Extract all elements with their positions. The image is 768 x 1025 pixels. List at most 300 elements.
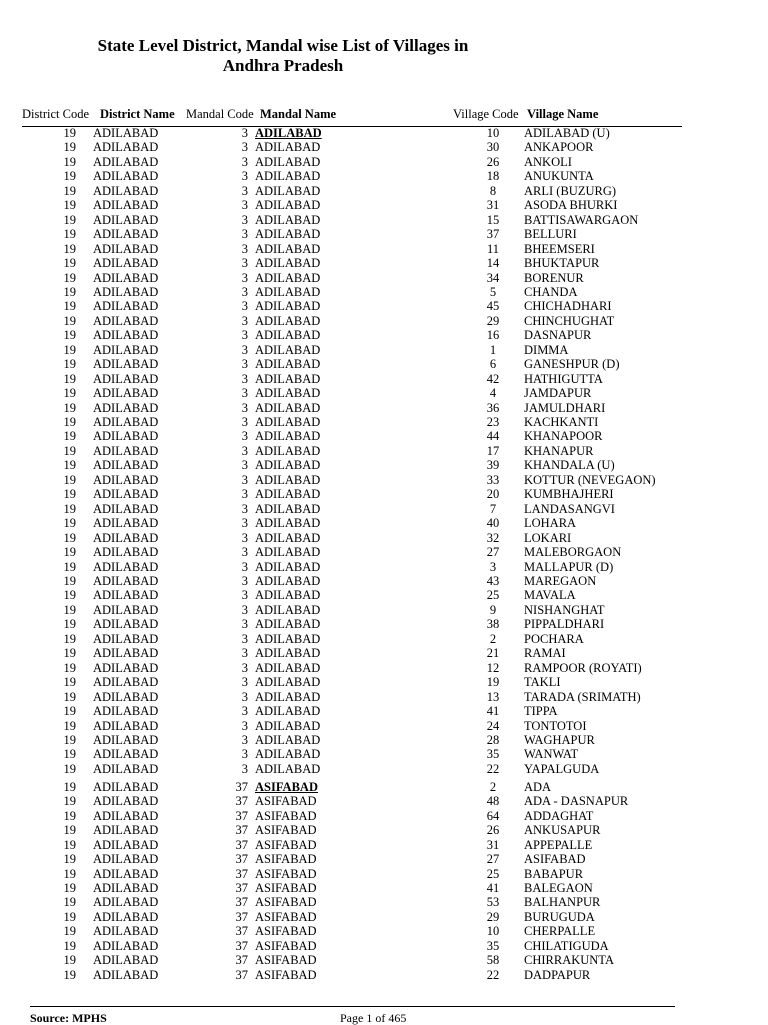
district-name-cell: ADILABAD <box>93 241 159 256</box>
mandal-name-cell: ADILABAD <box>255 602 321 617</box>
mandal-name-cell: ADILABAD <box>255 328 321 343</box>
district-name-cell: ADILABAD <box>93 866 159 881</box>
district-code-cell: 19 <box>63 823 76 838</box>
mandal-name-cell: ADILABAD <box>255 154 321 169</box>
village-name-cell: MALEBORGAON <box>524 545 622 559</box>
district-name-cell: ADILABAD <box>93 631 159 646</box>
mandal-name-cell: ASIFABAD <box>255 924 317 939</box>
mandal-code-cell: 3 <box>241 530 248 545</box>
village-name-cell: HATHIGUTTA <box>524 371 603 386</box>
district-code-cell: 19 <box>63 299 76 314</box>
mandal-code-cell: 37 <box>235 880 248 895</box>
mandal-code-cell: 3 <box>241 357 248 372</box>
mandal-name-cell: ADILABAD <box>255 631 321 646</box>
mandal-code-cell: 3 <box>241 371 248 386</box>
district-name-cell: ADILABAD <box>93 342 159 357</box>
district-code-cell: 19 <box>63 631 76 646</box>
district-code-cell: 19 <box>63 545 76 559</box>
village-code-cell: 7 <box>489 501 497 516</box>
village-name-cell: BABAPUR <box>524 866 584 881</box>
district-name-cell: ADILABAD <box>93 967 159 982</box>
district-name-cell: ADILABAD <box>93 718 159 733</box>
district-code-cell: 19 <box>63 386 76 401</box>
district-code-cell: 19 <box>63 212 76 227</box>
header-district-code: District Code <box>22 107 90 121</box>
mandal-name-cell: ADILABAD <box>255 559 321 574</box>
mandal-code-cell: 3 <box>241 501 248 516</box>
mandal-name-cell: ADILABAD <box>255 675 321 690</box>
village-name-cell: CHICHADHARI <box>524 299 612 314</box>
district-code-cell: 19 <box>63 328 76 343</box>
village-code-cell: 58 <box>486 953 500 968</box>
header-mandal-name: Mandal Name <box>260 107 337 121</box>
mandal-name-cell: ASIFABAD <box>255 779 318 794</box>
mandal-name-cell: ADILABAD <box>255 646 321 661</box>
village-code-cell: 14 <box>486 256 500 270</box>
village-name-cell: DADPAPUR <box>524 967 591 982</box>
mandal-code-cell: 3 <box>241 140 248 155</box>
mandal-code-cell: 3 <box>241 602 248 617</box>
mandal-name-cell: ADILABAD <box>255 415 321 429</box>
district-name-cell: ADILABAD <box>93 761 159 776</box>
district-code-cell: 19 <box>63 313 76 328</box>
village-code-cell: 35 <box>486 938 500 953</box>
mandal-code-cell: 37 <box>235 852 248 866</box>
district-name-cell: ADILABAD <box>93 198 159 213</box>
village-name-cell: BORENUR <box>524 270 584 285</box>
district-name-cell: ADILABAD <box>93 617 159 632</box>
village-code-cell: 24 <box>486 718 500 733</box>
district-code-cell: 19 <box>63 837 76 852</box>
mandal-name-cell: ADILABAD <box>255 126 322 140</box>
village-code-cell: 22 <box>486 761 500 776</box>
mandal-code-cell: 37 <box>235 967 248 982</box>
mandal-name-cell: ASIFABAD <box>255 967 317 982</box>
district-code-cell: 19 <box>63 241 76 256</box>
title-line-2: Andhra Pradesh <box>222 56 344 75</box>
village-code-cell: 29 <box>486 313 500 328</box>
village-code-cell: 22 <box>486 967 500 982</box>
village-name-cell: CHINCHUGHAT <box>524 313 615 328</box>
district-name-cell: ADILABAD <box>93 660 159 675</box>
village-code-cell: 41 <box>486 880 500 895</box>
village-name-cell: LOHARA <box>524 516 577 531</box>
mandal-code-cell: 3 <box>241 732 248 747</box>
village-code-cell: 42 <box>486 371 500 386</box>
mandal-name-cell: ADILABAD <box>255 545 321 559</box>
district-name-cell: ADILABAD <box>93 227 159 242</box>
village-code-cell: 31 <box>486 837 500 852</box>
district-name-cell: ADILABAD <box>93 400 159 415</box>
mandal-name-cell: ADILABAD <box>255 747 321 762</box>
village-name-cell: WANWAT <box>524 747 579 762</box>
district-name-cell: ADILABAD <box>93 487 159 502</box>
district-code-cell: 19 <box>63 342 76 357</box>
district-name-cell: ADILABAD <box>93 779 159 794</box>
village-code-cell: 23 <box>486 415 500 429</box>
village-name-cell: BELLURI <box>524 227 577 242</box>
mandal-name-cell: ASIFABAD <box>255 794 317 809</box>
district-code-cell: 19 <box>63 169 76 184</box>
district-name-cell: ADILABAD <box>93 895 159 910</box>
district-name-cell: ADILABAD <box>93 140 159 155</box>
village-code-cell: 27 <box>486 852 500 866</box>
mandal-code-cell: 3 <box>241 183 248 198</box>
district-code-cell: 19 <box>63 270 76 285</box>
district-name-cell: ADILABAD <box>93 909 159 924</box>
mandal-code-cell: 3 <box>241 400 248 415</box>
village-name-cell: BURUGUDA <box>524 909 595 924</box>
village-code-cell: 19 <box>486 675 500 690</box>
mandal-name-cell: ADILABAD <box>255 458 321 473</box>
mandal-name-cell: ASIFABAD <box>255 909 317 924</box>
district-name-cell: ADILABAD <box>93 299 159 314</box>
village-code-cell: 30 <box>486 140 500 155</box>
mandal-name-cell: ADILABAD <box>255 501 321 516</box>
district-name-cell: ADILABAD <box>93 880 159 895</box>
village-code-cell: 38 <box>486 617 500 632</box>
village-name-cell: ASODA BHURKI <box>524 198 618 213</box>
village-code-cell: 48 <box>486 794 500 809</box>
village-name-cell: JAMULDHARI <box>524 400 606 415</box>
district-code-cell: 19 <box>63 516 76 531</box>
village-name-cell: TONTOTOI <box>524 718 587 733</box>
header-district-name: District Name <box>100 107 175 121</box>
mandal-code-cell: 37 <box>235 953 248 968</box>
district-code-cell: 19 <box>63 880 76 895</box>
district-code-cell: 19 <box>63 487 76 502</box>
mandal-code-cell: 3 <box>241 660 248 675</box>
village-code-cell: 33 <box>486 472 500 487</box>
district-name-cell: ADILABAD <box>93 386 159 401</box>
village-name-cell: LOKARI <box>524 530 572 545</box>
district-code-cell: 19 <box>63 761 76 776</box>
district-code-cell: 19 <box>63 256 76 270</box>
mandal-code-cell: 3 <box>241 761 248 776</box>
mandal-code-cell: 3 <box>241 270 248 285</box>
district-code-cell: 19 <box>63 794 76 809</box>
mandal-name-cell: ADILABAD <box>255 183 321 198</box>
village-code-cell: 9 <box>489 602 497 617</box>
village-name-cell: CHIRRAKUNTA <box>524 953 614 968</box>
mandal-name-cell: ASIFABAD <box>255 823 317 838</box>
mandal-code-cell: 3 <box>241 169 248 184</box>
village-name-cell: DASNAPUR <box>524 328 592 343</box>
mandal-name-cell: ADILABAD <box>255 212 321 227</box>
village-name-cell: CHANDA <box>524 284 578 299</box>
village-code-cell: 11 <box>486 241 500 256</box>
district-code-cell: 19 <box>63 689 76 704</box>
village-name-cell: APPEPALLE <box>524 837 593 852</box>
village-name-cell: ASIFABAD <box>524 852 586 866</box>
mandal-code-cell: 37 <box>235 924 248 939</box>
mandal-name-cell: ASIFABAD <box>255 895 317 910</box>
mandal-name-cell: ADILABAD <box>255 761 321 776</box>
page-of: of <box>375 1011 386 1025</box>
village-name-cell: MAVALA <box>524 588 576 603</box>
mandal-name-cell: ADILABAD <box>255 386 321 401</box>
village-code-cell: 26 <box>486 823 500 838</box>
village-name-cell: JAMDAPUR <box>524 386 592 401</box>
district-name-cell: ADILABAD <box>93 284 159 299</box>
district-name-cell: ADILABAD <box>93 704 159 718</box>
mandal-name-cell: ADILABAD <box>255 588 321 603</box>
village-code-cell: 43 <box>486 573 500 588</box>
district-name-cell: ADILABAD <box>93 270 159 285</box>
village-name-cell: BATTISAWARGAON <box>524 212 639 227</box>
district-name-cell: ADILABAD <box>93 732 159 747</box>
district-name-cell: ADILABAD <box>93 357 159 372</box>
village-code-cell: 1 <box>489 342 497 357</box>
district-code-cell: 19 <box>63 400 76 415</box>
district-code-cell: 19 <box>63 808 76 823</box>
village-name-cell: ADILABAD (U) <box>524 126 610 140</box>
village-code-cell: 36 <box>486 400 500 415</box>
village-code-cell: 10 <box>486 924 500 939</box>
village-code-cell: 25 <box>486 866 500 881</box>
district-code-cell: 19 <box>63 443 76 458</box>
village-code-cell: 28 <box>486 732 500 747</box>
village-code-cell: 39 <box>486 458 500 473</box>
village-name-cell: BALEGAON <box>524 880 593 895</box>
mandal-code-cell: 3 <box>241 227 248 242</box>
mandal-name-cell: ADILABAD <box>255 573 321 588</box>
mandal-code-cell: 3 <box>241 386 248 401</box>
district-name-cell: ADILABAD <box>93 808 159 823</box>
district-code-cell: 19 <box>63 660 76 675</box>
village-name-cell: MAREGAON <box>524 573 597 588</box>
village-code-cell: 26 <box>486 154 500 169</box>
village-code-cell: 27 <box>486 545 500 559</box>
mandal-name-cell: ADILABAD <box>255 227 321 242</box>
village-code-cell: 29 <box>486 909 500 924</box>
mandal-code-cell: 3 <box>241 559 248 574</box>
village-name-cell: KHANAPOOR <box>524 429 603 444</box>
district-name-cell: ADILABAD <box>93 852 159 866</box>
mandal-code-cell: 3 <box>241 689 248 704</box>
village-code-cell: 32 <box>486 530 500 545</box>
district-name-cell: ADILABAD <box>93 646 159 661</box>
mandal-name-cell: ADILABAD <box>255 342 321 357</box>
district-name-cell: ADILABAD <box>93 938 159 953</box>
district-code-cell: 19 <box>63 675 76 690</box>
district-name-cell: ADILABAD <box>93 256 159 270</box>
district-name-cell: ADILABAD <box>93 472 159 487</box>
village-name-cell: ARLI (BUZURG) <box>524 183 617 198</box>
village-code-cell: 18 <box>486 169 500 184</box>
mandal-code-cell: 3 <box>241 313 248 328</box>
district-code-cell: 19 <box>63 429 76 444</box>
mandal-name-cell: ADILABAD <box>255 299 321 314</box>
district-code-cell: 19 <box>63 458 76 473</box>
village-name-cell: ANKUSAPUR <box>524 823 601 838</box>
village-code-cell: 53 <box>486 895 500 910</box>
mandal-code-cell: 3 <box>241 747 248 762</box>
village-name-cell: BHUKTAPUR <box>524 256 600 270</box>
mandal-code-cell: 3 <box>241 154 248 169</box>
village-name-cell: RAMPOOR (ROYATI) <box>524 660 642 675</box>
mandal-name-cell: ADILABAD <box>255 270 321 285</box>
mandal-name-cell: ADILABAD <box>255 689 321 704</box>
village-code-cell: 20 <box>486 487 500 502</box>
mandal-name-cell: ADILABAD <box>255 516 321 531</box>
mandal-name-cell: ADILABAD <box>255 660 321 675</box>
mandal-name-cell: ADILABAD <box>255 704 321 718</box>
district-name-cell: ADILABAD <box>93 154 159 169</box>
village-name-cell: BALHANPUR <box>524 895 601 910</box>
header-village-name: Village Name <box>527 107 599 121</box>
village-name-cell: NISHANGHAT <box>524 602 605 617</box>
village-name-cell: RAMAI <box>524 646 566 661</box>
mandal-code-cell: 3 <box>241 617 248 632</box>
mandal-code-cell: 3 <box>241 704 248 718</box>
district-code-cell: 19 <box>63 924 76 939</box>
village-name-cell: YAPALGUDA <box>524 761 600 776</box>
district-code-cell: 19 <box>63 938 76 953</box>
district-code-cell: 19 <box>63 126 76 140</box>
village-name-cell: ADA <box>524 779 552 794</box>
district-code-cell: 19 <box>63 866 76 881</box>
village-code-cell: 44 <box>486 429 500 444</box>
village-name-cell: TAKLI <box>524 675 561 690</box>
village-code-cell: 4 <box>489 386 497 401</box>
page-total: 465 <box>388 1011 407 1025</box>
village-code-cell: 40 <box>486 516 500 531</box>
district-code-cell: 19 <box>63 909 76 924</box>
district-code-cell: 19 <box>63 747 76 762</box>
mandal-name-cell: ASIFABAD <box>255 880 317 895</box>
mandal-code-cell: 3 <box>241 212 248 227</box>
district-code-cell: 19 <box>63 967 76 982</box>
district-code-cell: 19 <box>63 227 76 242</box>
village-code-cell: 41 <box>486 704 500 718</box>
mandal-code-cell: 37 <box>235 895 248 910</box>
title-line-1: State Level District, Mandal wise List of Villages in <box>97 36 469 55</box>
mandal-name-cell: ADILABAD <box>255 371 321 386</box>
village-name-cell: KUMBHAJHERI <box>524 487 614 502</box>
district-name-cell: ADILABAD <box>93 794 159 809</box>
district-name-cell: ADILABAD <box>93 371 159 386</box>
village-code-cell: 34 <box>486 270 500 285</box>
district-code-cell: 19 <box>63 183 76 198</box>
village-code-cell: 45 <box>486 299 500 314</box>
mandal-code-cell: 3 <box>241 487 248 502</box>
village-code-cell: 8 <box>489 183 497 198</box>
mandal-name-cell: ASIFABAD <box>255 837 317 852</box>
district-code-cell: 19 <box>63 588 76 603</box>
district-name-cell: ADILABAD <box>93 501 159 516</box>
mandal-code-cell: 3 <box>241 241 248 256</box>
village-name-cell: CHILATIGUDA <box>524 938 609 953</box>
footer-source: Source: MPHS <box>30 1011 107 1025</box>
district-name-cell: ADILABAD <box>93 169 159 184</box>
mandal-code-cell: 3 <box>241 718 248 733</box>
village-name-cell: DIMMA <box>524 342 569 357</box>
mandal-name-cell: ADILABAD <box>255 357 321 372</box>
district-name-cell: ADILABAD <box>93 747 159 762</box>
district-code-cell: 19 <box>63 501 76 516</box>
village-name-cell: ANKAPOOR <box>524 140 594 155</box>
village-name-cell: TIPPA <box>524 704 558 718</box>
mandal-code-cell: 37 <box>235 866 248 881</box>
village-name-cell: POCHARA <box>524 631 584 646</box>
mandal-code-cell: 37 <box>235 823 248 838</box>
village-code-cell: 16 <box>486 328 500 343</box>
village-name-cell: ANKOLI <box>524 154 572 169</box>
district-code-cell: 19 <box>63 198 76 213</box>
mandal-code-cell: 3 <box>241 342 248 357</box>
village-name-cell: WAGHAPUR <box>524 732 595 747</box>
mandal-name-cell: ADILABAD <box>255 530 321 545</box>
mandal-code-cell: 3 <box>241 443 248 458</box>
village-code-cell: 13 <box>486 689 500 704</box>
district-name-cell: ADILABAD <box>93 588 159 603</box>
mandal-code-cell: 37 <box>235 909 248 924</box>
district-name-cell: ADILABAD <box>93 675 159 690</box>
district-code-cell: 19 <box>63 371 76 386</box>
mandal-name-cell: ADILABAD <box>255 140 321 155</box>
district-name-cell: ADILABAD <box>93 313 159 328</box>
mandal-code-cell: 3 <box>241 299 248 314</box>
mandal-name-cell: ADILABAD <box>255 472 321 487</box>
district-name-cell: ADILABAD <box>93 183 159 198</box>
district-name-cell: ADILABAD <box>93 559 159 574</box>
district-code-cell: 19 <box>63 573 76 588</box>
mandal-code-cell: 3 <box>241 126 248 140</box>
village-name-cell: GANESHPUR (D) <box>524 357 620 372</box>
district-code-cell: 19 <box>63 895 76 910</box>
district-name-cell: ADILABAD <box>93 458 159 473</box>
village-name-cell: KHANAPUR <box>524 443 594 458</box>
mandal-name-cell: ASIFABAD <box>255 808 317 823</box>
mandal-name-cell: ASIFABAD <box>255 866 317 881</box>
mandal-name-cell: ADILABAD <box>255 284 321 299</box>
village-name-cell: CHERPALLE <box>524 924 596 939</box>
district-name-cell: ADILABAD <box>93 545 159 559</box>
mandal-name-cell: ASIFABAD <box>255 938 317 953</box>
mandal-name-cell: ADILABAD <box>255 169 321 184</box>
village-name-cell: BHEEMSERI <box>524 241 595 256</box>
village-name-cell: ADA - DASNAPUR <box>524 794 629 809</box>
village-name-cell: PIPPALDHARI <box>524 617 605 632</box>
page-label: Page <box>340 1011 364 1025</box>
village-name-cell: ANUKUNTA <box>524 169 594 184</box>
village-code-cell: 37 <box>486 227 500 242</box>
district-code-cell: 19 <box>63 718 76 733</box>
mandal-code-cell: 3 <box>241 198 248 213</box>
page-number: 1 <box>366 1011 373 1025</box>
village-code-cell: 12 <box>486 660 500 675</box>
village-code-cell: 2 <box>489 631 497 646</box>
mandal-code-cell: 3 <box>241 573 248 588</box>
district-code-cell: 19 <box>63 284 76 299</box>
district-code-cell: 19 <box>63 154 76 169</box>
mandal-name-cell: ADILABAD <box>255 400 321 415</box>
village-name-cell: KACHKANTI <box>524 415 599 429</box>
header-mandal-code: Mandal Code <box>186 107 254 121</box>
village-name-cell: LANDASANGVI <box>524 501 615 516</box>
district-name-cell: ADILABAD <box>93 689 159 704</box>
district-name-cell: ADILABAD <box>93 212 159 227</box>
district-code-cell: 19 <box>63 559 76 574</box>
mandal-name-cell: ADILABAD <box>255 429 321 444</box>
village-code-cell: 17 <box>486 443 500 458</box>
village-code-cell: 31 <box>486 198 500 213</box>
village-code-cell: 35 <box>486 747 500 762</box>
district-code-cell: 19 <box>63 646 76 661</box>
mandal-code-cell: 3 <box>241 646 248 661</box>
mandal-code-cell: 3 <box>241 472 248 487</box>
